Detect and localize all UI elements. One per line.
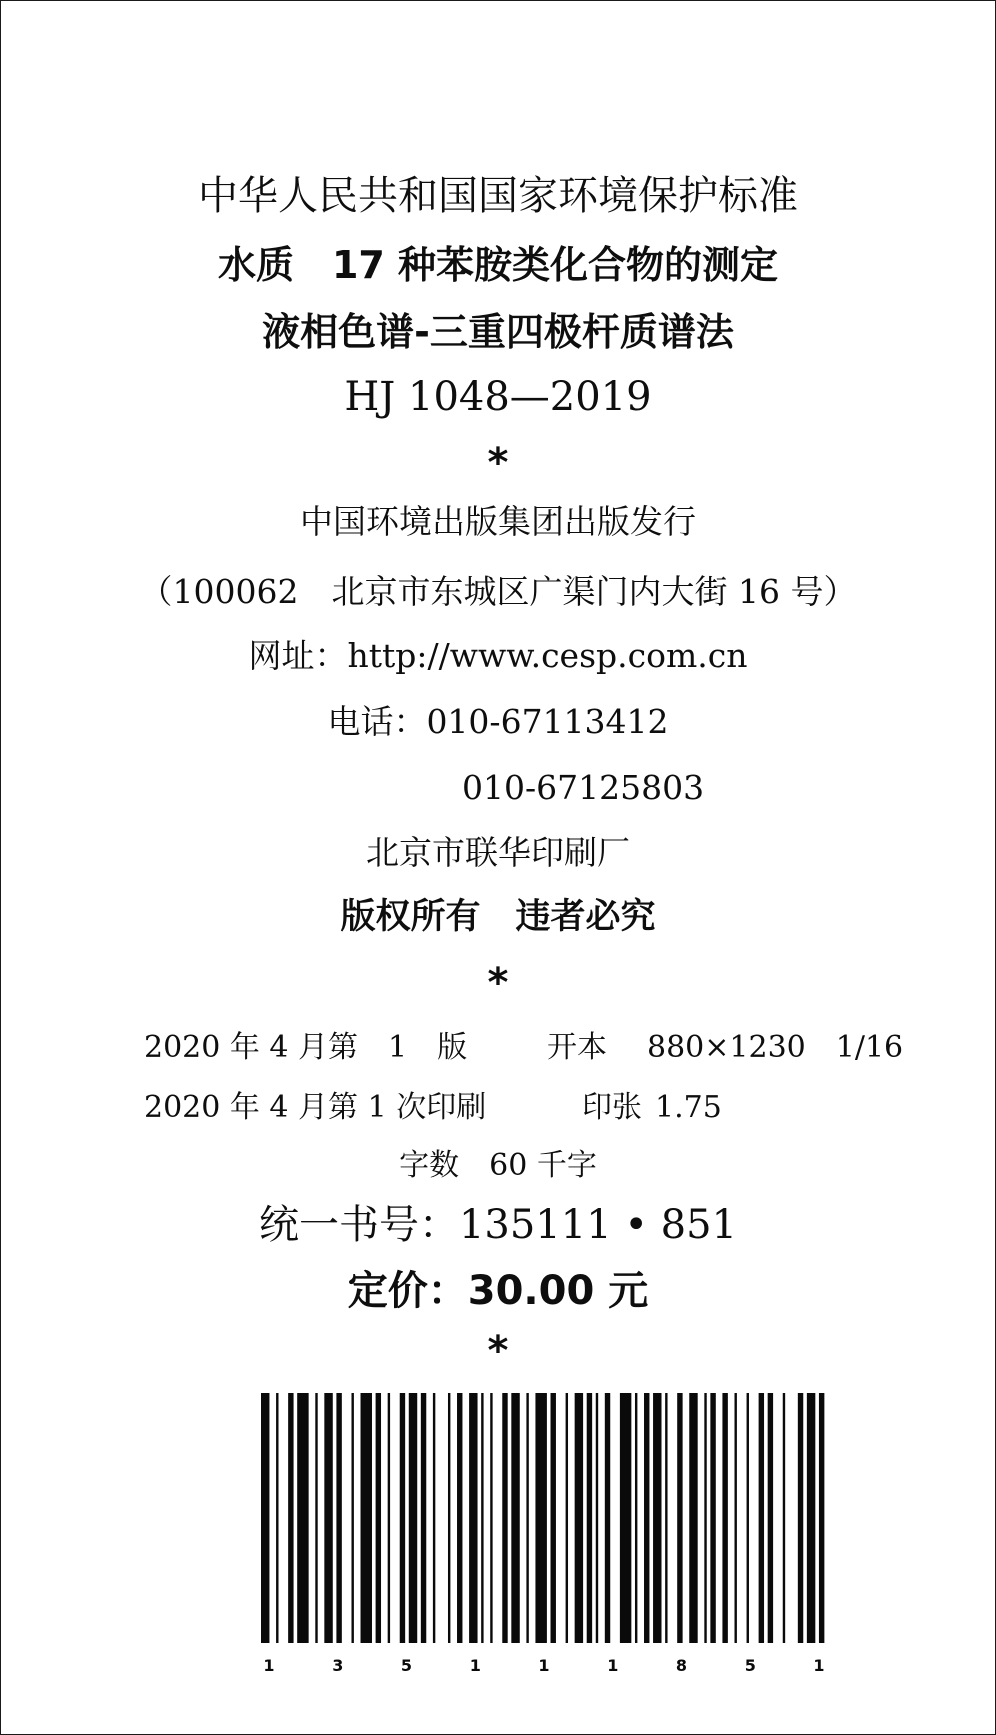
barcode-bar bbox=[448, 1393, 450, 1643]
barcode-bar bbox=[722, 1393, 727, 1643]
barcode-graphic bbox=[259, 1393, 833, 1681]
barcode-bar bbox=[704, 1393, 706, 1643]
barcode-bar bbox=[635, 1393, 637, 1643]
barcode-bar bbox=[587, 1393, 592, 1643]
phone-2: 010-67125803 bbox=[462, 768, 705, 807]
title-line-1: 水质 17 种苯胺类化合物的测定 bbox=[217, 243, 779, 287]
barcode-bar bbox=[324, 1393, 332, 1643]
separator-star-3: * bbox=[487, 1328, 509, 1374]
barcode-digit: 5 bbox=[400, 1656, 413, 1675]
barcode-bar bbox=[768, 1393, 773, 1643]
barcode-bar bbox=[819, 1393, 824, 1643]
barcode-digit: 1 bbox=[538, 1656, 550, 1675]
barcode-bar bbox=[644, 1393, 649, 1643]
barcode-bar bbox=[620, 1393, 631, 1643]
barcode-bar bbox=[481, 1393, 483, 1643]
barcode-bar bbox=[400, 1393, 405, 1643]
barcode-bar bbox=[734, 1393, 736, 1643]
printing-info: 2020 年 4 月第 1 次印刷 bbox=[144, 1090, 487, 1125]
barcode-bar bbox=[502, 1393, 507, 1643]
barcode-bar bbox=[783, 1393, 785, 1643]
title-line-2: 液相色谱-三重四极杆质谱法 bbox=[262, 310, 734, 354]
barcode-bar bbox=[261, 1393, 269, 1643]
barcode-bar bbox=[605, 1393, 610, 1643]
publisher-address: （100062 北京市东城区广渠门内大街 16 号） bbox=[139, 572, 857, 611]
barcode-bar bbox=[511, 1393, 519, 1643]
separator-star-1: * bbox=[487, 440, 509, 486]
barcode-bar bbox=[551, 1393, 556, 1643]
format-label: 开本 bbox=[547, 1030, 607, 1065]
barcode-bar bbox=[526, 1393, 528, 1643]
barcode-digit: 1 bbox=[469, 1656, 481, 1675]
sheets-label: 印张 bbox=[582, 1090, 642, 1125]
barcode-bar bbox=[276, 1393, 278, 1643]
barcode-digit: 1 bbox=[263, 1656, 275, 1675]
barcode-bar bbox=[490, 1393, 492, 1643]
standard-number: HJ 1048—2019 bbox=[344, 374, 652, 420]
barcode-bar bbox=[689, 1393, 697, 1643]
edition-info: 2020 年 4 月第 1 版 bbox=[144, 1030, 468, 1065]
barcode-digit: 3 bbox=[332, 1656, 344, 1675]
barcode-bar bbox=[288, 1393, 293, 1643]
barcode-digit: 1 bbox=[607, 1656, 619, 1675]
barcode-bar bbox=[421, 1393, 426, 1643]
sheets-value: 1.75 bbox=[655, 1090, 722, 1125]
barcode-bar bbox=[596, 1393, 598, 1643]
word-count: 字数 60 千字 bbox=[399, 1148, 597, 1183]
barcode-bar bbox=[388, 1393, 390, 1643]
barcode-bar bbox=[361, 1393, 372, 1643]
barcode-bar bbox=[469, 1393, 477, 1643]
barcode-digit: 5 bbox=[744, 1656, 756, 1675]
website: 网址：http://www.cesp.com.cn bbox=[248, 636, 748, 675]
barcode-bar bbox=[665, 1393, 667, 1643]
barcode bbox=[259, 1393, 833, 1681]
printer: 北京市联华印刷厂 bbox=[366, 833, 630, 872]
barcode-bar bbox=[535, 1393, 546, 1643]
barcode-bar bbox=[653, 1393, 661, 1643]
series-title: 中华人民共和国国家环境保护标准 bbox=[198, 173, 798, 219]
barcode-bar bbox=[376, 1393, 381, 1643]
barcode-bar bbox=[747, 1393, 749, 1643]
barcode-bar bbox=[798, 1393, 803, 1643]
book-number: 统一书号：135111 • 851 bbox=[258, 1202, 738, 1248]
barcode-bar bbox=[315, 1393, 317, 1643]
barcode-bar bbox=[457, 1393, 462, 1643]
barcode-bar bbox=[336, 1393, 341, 1643]
publisher: 中国环境出版集团出版发行 bbox=[300, 502, 696, 541]
phone-1: 电话：010-67113412 bbox=[327, 702, 669, 741]
separator-star-2: * bbox=[487, 960, 509, 1006]
barcode-bar bbox=[297, 1393, 308, 1643]
barcode-bar bbox=[351, 1393, 353, 1643]
barcode-bar bbox=[433, 1393, 435, 1643]
barcode-bar bbox=[677, 1393, 682, 1643]
barcode-bar bbox=[575, 1393, 583, 1643]
barcode-digit: 1 bbox=[813, 1656, 825, 1675]
barcode-bar bbox=[759, 1393, 764, 1643]
barcode-bar bbox=[807, 1393, 815, 1643]
barcode-digit: 8 bbox=[675, 1656, 688, 1675]
copyright-notice: 版权所有 违者必究 bbox=[340, 897, 656, 937]
price: 定价：30.00 元 bbox=[347, 1268, 649, 1314]
barcode-bar bbox=[566, 1393, 568, 1643]
barcode-bar bbox=[409, 1393, 417, 1643]
barcode-bar bbox=[710, 1393, 715, 1643]
format-value: 880×1230 1/16 bbox=[647, 1030, 904, 1065]
